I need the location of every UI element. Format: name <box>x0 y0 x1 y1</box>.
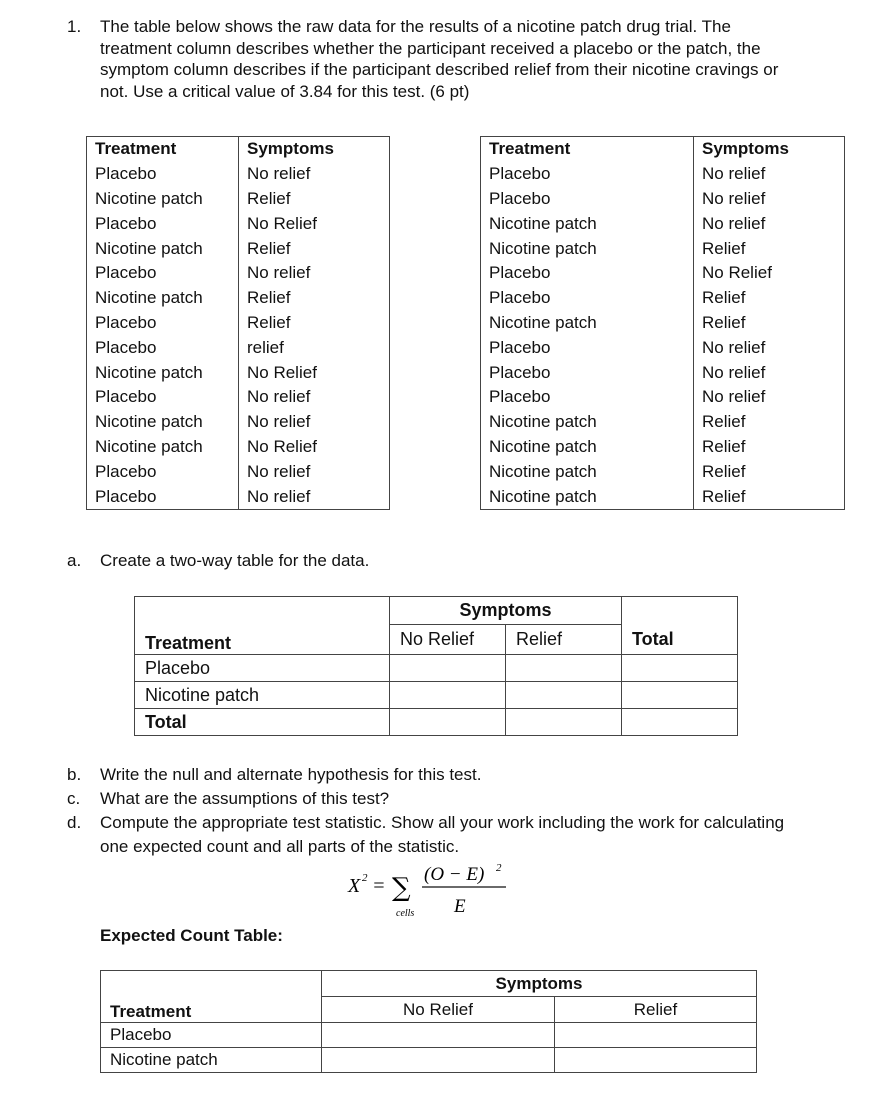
part-text: one expected count and all parts of the statistic. <box>100 837 460 856</box>
expected-row-label: Placebo <box>101 1023 322 1048</box>
two-way-cell[interactable] <box>506 709 622 736</box>
two-way-row-label: Nicotine patch <box>135 682 390 709</box>
symptom-cell: No relief <box>239 385 390 410</box>
two-way-cell[interactable] <box>506 682 622 709</box>
sub-questions <box>67 763 784 859</box>
symptom-cell: Relief <box>239 286 390 311</box>
column-header-treatment: Treatment <box>87 137 239 162</box>
symptom-cell: No relief <box>694 385 845 410</box>
treatment-cell: Nicotine patch <box>87 360 239 385</box>
table-row <box>87 261 390 286</box>
expected-cell[interactable] <box>555 1023 757 1048</box>
treatment-cell: Nicotine patch <box>481 211 694 236</box>
two-way-row-header: Treatment <box>135 625 390 655</box>
table-row <box>481 459 845 484</box>
symptom-cell: No relief <box>694 360 845 385</box>
symptom-cell: Relief <box>694 410 845 435</box>
symptom-cell: No relief <box>694 211 845 236</box>
raw-data-table-left <box>86 136 390 510</box>
part-text: What are the assumptions of this test? <box>100 789 390 808</box>
table-row <box>87 335 390 360</box>
treatment-cell: Placebo <box>481 360 694 385</box>
question-line: The table below shows the raw data for the results of a nicotine patch drug trial. The <box>100 17 731 36</box>
treatment-cell: Nicotine patch <box>87 187 239 212</box>
treatment-cell: Placebo <box>87 261 239 286</box>
column-header-symptoms: Symptoms <box>239 137 390 162</box>
part-letter: c. <box>67 789 81 808</box>
symptom-cell: Relief <box>694 286 845 311</box>
symptom-cell: Relief <box>694 236 845 261</box>
symptom-cell: Relief <box>239 236 390 261</box>
table-row <box>481 286 845 311</box>
two-way-cell[interactable] <box>622 655 738 682</box>
table-row <box>87 236 390 261</box>
two-way-cell[interactable] <box>622 709 738 736</box>
symptom-cell: No relief <box>694 187 845 212</box>
question-line: not. Use a critical value of 3.84 for this test. (6 pt) <box>100 81 470 101</box>
part-text: Compute the appropriate test statistic. Show all your work including the work for calculating <box>100 813 785 832</box>
treatment-cell: Placebo <box>481 187 694 212</box>
formula-lhs-sup: 2 <box>362 872 368 884</box>
symptom-cell: No relief <box>694 335 845 360</box>
table-row <box>481 187 845 212</box>
treatment-cell: Placebo <box>87 385 239 410</box>
question-text <box>100 16 860 102</box>
treatment-cell: Placebo <box>87 211 239 236</box>
treatment-cell: Nicotine patch <box>481 410 694 435</box>
table-row <box>87 211 390 236</box>
expected-cell[interactable] <box>322 1048 555 1073</box>
symptom-cell: Relief <box>694 435 845 460</box>
table-row <box>481 335 845 360</box>
table-row <box>87 410 390 435</box>
table-row <box>87 311 390 336</box>
expected-count-label: Expected Count Table: <box>100 926 283 945</box>
treatment-cell: Placebo <box>87 311 239 336</box>
symptom-cell: relief <box>239 335 390 360</box>
treatment-cell: Placebo <box>481 286 694 311</box>
expected-row-label: Nicotine patch <box>101 1048 322 1073</box>
expected-cell[interactable] <box>555 1048 757 1073</box>
two-way-row-label: Placebo <box>135 655 390 682</box>
table-row <box>481 385 845 410</box>
part-letter: d. <box>67 813 82 832</box>
two-way-row-label: Total <box>135 709 390 736</box>
symptom-cell: Relief <box>239 187 390 212</box>
two-way-cell[interactable] <box>506 655 622 682</box>
two-way-col-total: Total <box>622 625 738 655</box>
two-way-col-relief: Relief <box>506 625 622 655</box>
two-way-corner <box>135 597 390 625</box>
table-row <box>481 261 845 286</box>
table-row <box>481 435 845 460</box>
symptom-cell: Relief <box>694 459 845 484</box>
symptom-cell: Relief <box>694 311 845 336</box>
treatment-cell: Placebo <box>481 261 694 286</box>
treatment-cell: Placebo <box>87 162 239 187</box>
table-row <box>481 484 845 509</box>
question-number: 1. <box>67 17 82 36</box>
symptom-cell: No relief <box>239 459 390 484</box>
part-a-letter: a. <box>67 551 82 570</box>
formula-numerator: (O − E) <box>424 864 485 885</box>
symptom-cell: No relief <box>239 261 390 286</box>
expected-col-relief: Relief <box>555 997 757 1023</box>
treatment-cell: Nicotine patch <box>481 435 694 460</box>
question-line: treatment column describes whether the participant received a placebo or the patch, the <box>100 38 761 58</box>
formula-sigma-sub: cells <box>396 908 415 919</box>
part-c <box>67 787 784 811</box>
symptom-cell: No relief <box>239 410 390 435</box>
table-row <box>87 459 390 484</box>
symptom-cell: No Relief <box>239 211 390 236</box>
table-row <box>87 187 390 212</box>
treatment-cell: Placebo <box>481 385 694 410</box>
treatment-cell: Placebo <box>481 162 694 187</box>
column-header-treatment: Treatment <box>481 137 694 162</box>
part-text: Write the null and alternate hypothesis for this test. <box>100 765 482 784</box>
treatment-cell: Nicotine patch <box>481 311 694 336</box>
symptom-cell: No Relief <box>239 435 390 460</box>
two-way-total-top <box>622 597 738 625</box>
raw-data-table-right <box>480 136 845 510</box>
treatment-cell: Nicotine patch <box>481 236 694 261</box>
formula-denominator: E <box>454 896 466 917</box>
two-way-cell[interactable] <box>390 709 506 736</box>
two-way-col-no-relief: No Relief <box>390 625 506 655</box>
question-line: symptom column describes if the participant described relief from their nicotine cravings or <box>100 60 779 79</box>
expected-count-table <box>100 970 757 1073</box>
symptom-cell: No relief <box>694 162 845 187</box>
table-row <box>87 162 390 187</box>
two-way-cell[interactable] <box>390 655 506 682</box>
table-row <box>87 385 390 410</box>
formula-numerator-sup: 2 <box>496 862 502 874</box>
sigma-icon: ∑ <box>392 873 411 903</box>
table-row <box>481 162 845 187</box>
table-row <box>481 211 845 236</box>
formula-equals: = <box>372 875 386 897</box>
symptom-cell: No Relief <box>239 360 390 385</box>
part-a-text: Create a two-way table for the data. <box>100 551 370 570</box>
table-row <box>87 484 390 509</box>
chi-square-formula <box>340 860 520 922</box>
column-header-symptoms: Symptoms <box>694 137 845 162</box>
expected-cell[interactable] <box>322 1023 555 1048</box>
expected-corner <box>101 971 322 997</box>
table-row <box>87 435 390 460</box>
treatment-cell: Placebo <box>87 484 239 509</box>
two-way-group-header: Symptoms <box>390 597 622 625</box>
two-way-cell[interactable] <box>390 682 506 709</box>
treatment-cell: Nicotine patch <box>87 410 239 435</box>
treatment-cell: Nicotine patch <box>87 236 239 261</box>
treatment-cell: Nicotine patch <box>481 484 694 509</box>
table-row <box>481 410 845 435</box>
expected-col-no-relief: No Relief <box>322 997 555 1023</box>
symptom-cell: No Relief <box>694 261 845 286</box>
treatment-cell: Placebo <box>481 335 694 360</box>
part-b <box>67 763 784 787</box>
two-way-table <box>134 596 738 736</box>
treatment-cell: Nicotine patch <box>87 286 239 311</box>
table-row <box>481 236 845 261</box>
formula-lhs: X <box>348 875 361 897</box>
symptom-cell: Relief <box>694 484 845 509</box>
part-d <box>67 811 784 859</box>
part-letter: b. <box>67 765 82 784</box>
expected-group-header: Symptoms <box>322 971 757 997</box>
treatment-cell: Nicotine patch <box>87 435 239 460</box>
symptom-cell: No relief <box>239 484 390 509</box>
treatment-cell: Placebo <box>87 335 239 360</box>
expected-row-header: Treatment <box>101 997 322 1023</box>
table-row <box>481 360 845 385</box>
table-row <box>87 286 390 311</box>
symptom-cell: Relief <box>239 311 390 336</box>
treatment-cell: Placebo <box>87 459 239 484</box>
table-row <box>481 311 845 336</box>
symptom-cell: No relief <box>239 162 390 187</box>
two-way-cell[interactable] <box>622 682 738 709</box>
table-row <box>87 360 390 385</box>
treatment-cell: Nicotine patch <box>481 459 694 484</box>
